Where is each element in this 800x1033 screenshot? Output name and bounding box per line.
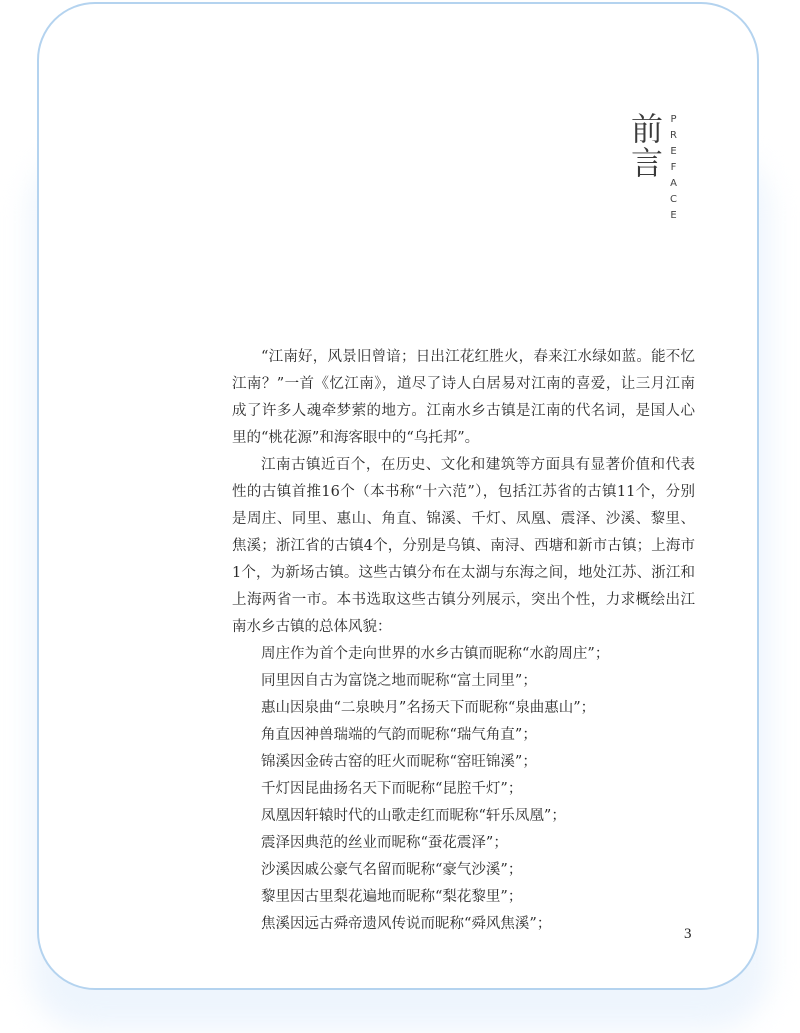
town-line: 凤凰因轩辕时代的山歌走红而昵称“轩乐凤凰”； — [261, 808, 566, 824]
town-line: 沙溪因戚公豪气名留而昵称“豪气沙溪”； — [261, 862, 523, 878]
town-line: 黎里因古里梨花遍地而昵称“梨花黎里”； — [261, 889, 523, 905]
book-page — [37, 2, 759, 990]
town-line: 焦溪因远古舜帝遗风传说而昵称“舜风焦溪”； — [261, 916, 552, 932]
title-english: PREFACE — [668, 114, 679, 226]
town-line: 千灯因昆曲扬名天下而昵称“昆腔千灯”； — [261, 781, 523, 797]
town-line: 同里因自古为富饶之地而昵称“富土同里”； — [261, 673, 537, 689]
paragraph: 江南古镇近百个，在历史、文化和建筑等方面具有显著价值和代表性的古镇首推16个（本书称“十六范”），包括江苏省的古镇11个，分别是周庄、同里、惠山、角直、锦溪、千灯、凤凰、震泽、沙溪、黎里、焦溪；浙江省的古镇4个，分别是乌镇、南浔、西塘和新市古镇；上海市1个，为新场古镇。这些古镇分布在太湖与东海之间，地处江苏、浙江和上海两省一市。本书选取这些古镇分列展示，突出个性，力求概绘出江南水乡古镇的总体风貌： — [232, 457, 695, 635]
title-chinese: 前言 — [626, 112, 664, 180]
town-line: 锦溪因金砖古窑的旺火而昵称“窑旺锦溪”； — [261, 754, 537, 770]
town-line: 震泽因典范的丝业而昵称“蚕花震泽”； — [261, 835, 508, 851]
town-line: 惠山因泉曲“二泉映月”名扬天下而昵称“泉曲惠山”； — [261, 700, 596, 716]
preface-body — [232, 344, 695, 938]
paragraph: “江南好，风景旧曾谙；日出江花红胜火，春来江水绿如蓝。能不忆江南？”一首《忆江南》，道尽了诗人白居易对江南的喜爱，让三月江南成了许多人魂牵梦萦的地方。江南水乡古镇是江南的代名词，是国人心里的“桃花源”和海客眼中的“乌托邦”。 — [232, 349, 695, 446]
town-line: 周庄作为首个走向世界的水乡古镇而昵称“水韵周庄”； — [261, 646, 610, 662]
page-number: 3 — [684, 926, 692, 942]
town-line: 角直因神兽瑞端的气韵而昵称“瑞气角直”； — [261, 727, 537, 743]
chapter-title — [626, 112, 690, 226]
